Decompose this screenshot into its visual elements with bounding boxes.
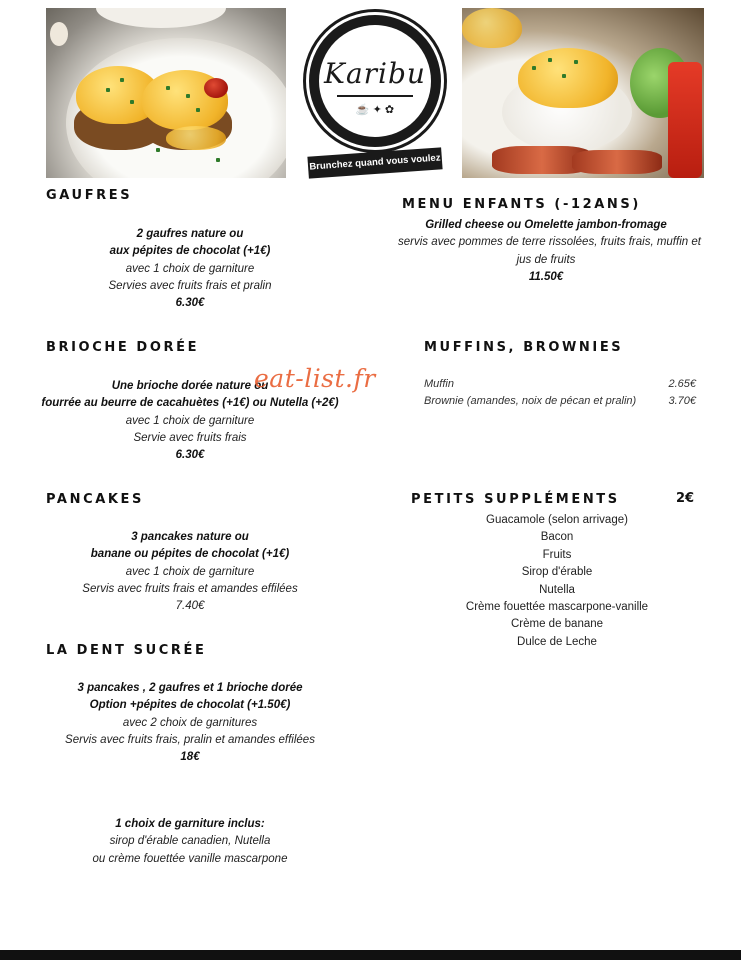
pancakes-line-2: banane ou pépites de chocolat (+1€) (90, 548, 290, 561)
tagline-banner: Brunchez quand vous voulez ! (307, 147, 442, 178)
menu-enfants-line-3: jus de fruits (516, 253, 576, 266)
item-price: 2.65€ (668, 378, 696, 390)
gaufres-line-1: 2 gaufres nature ou (136, 228, 244, 240)
watermark: eat-list.fr (254, 364, 376, 393)
bottom-edge-bar (0, 950, 741, 960)
pancakes-price: 7.40€ (175, 600, 205, 613)
gaufres-price: 6.30€ (175, 297, 205, 310)
pancakes-line-3: avec 1 choix de garniture (125, 565, 255, 578)
pancakes-line-4: Servis avec fruits frais et amandes effilées (82, 582, 298, 595)
garniture-line-1: 1 choix de garniture inclus: (115, 818, 265, 830)
brioche-line-2: fourrée au beurre de cacahuètes (+1€) ou Nutella (+2€) (41, 397, 339, 410)
gaufres-line-3: avec 1 choix de garniture (125, 262, 255, 275)
section-title-menu-enfants: MENU ENFANTS (-12ANS) (402, 197, 641, 212)
logo-badge (306, 12, 444, 150)
section-title-gaufres: GAUFRES (46, 188, 133, 203)
pancakes-line-1: 3 pancakes nature ou (131, 531, 249, 543)
brioche-line-3: avec 1 choix de garniture (125, 414, 255, 427)
gaufres-line-2: aux pépites de chocolat (+1€) (109, 245, 271, 258)
list-item: Crème fouettée mascarpone-vanille (465, 601, 649, 614)
list-item: Fruits (542, 548, 572, 561)
dent-sucree-line-1: 3 pancakes , 2 gaufres et 1 brioche dorée (77, 682, 303, 694)
list-item: Nutella (539, 583, 575, 596)
garniture-note (60, 816, 320, 868)
dent-sucree-line-4: Servis avec fruits frais, pralin et amandes effilées (65, 733, 315, 746)
section-title-dent-sucree: LA DENT SUCRÉE (46, 643, 207, 658)
karibu-logo (296, 8, 454, 191)
muffins-list (424, 376, 696, 411)
section-title-pancakes: PANCAKES (46, 492, 144, 507)
garniture-line-2: sirop d'érable canadien, Nutella (109, 835, 271, 848)
list-item: Sirop d'érable (521, 566, 593, 579)
section-title-muffins: MUFFINS, BROWNIES (424, 340, 624, 355)
brioche-line-1: Une brioche dorée nature ou (111, 380, 269, 392)
dent-sucree-line-3: avec 2 choix de garnitures (122, 716, 258, 729)
header-photo-poached-egg (462, 8, 704, 178)
pancakes-description (60, 529, 320, 615)
header-photo-eggs-benedict (46, 8, 286, 178)
logo-icons: ☕ ✦ ✿ (355, 104, 395, 116)
dent-sucree-line-2: Option +pépites de chocolat (+1.50€) (89, 699, 291, 712)
item-price: 3.70€ (668, 395, 696, 408)
supplements-price: 2€ (676, 491, 695, 506)
list-item: Crème de banane (510, 618, 604, 631)
menu-enfants-description (398, 217, 701, 286)
garniture-line-3: ou crème fouettée vanille mascarpone (92, 852, 288, 865)
section-title-supplements: PETITS SUPPLÉMENTS (411, 492, 620, 507)
menu-enfants-line-1: Grilled cheese ou Omelette jambon-fromage (425, 219, 667, 231)
logo-text: Karibu (324, 57, 426, 90)
brioche-price: 6.30€ (175, 449, 205, 462)
list-item: Guacamole (selon arrivage) (486, 514, 628, 526)
gaufres-line-4: Servies avec fruits frais et pralin (108, 279, 272, 292)
list-item (424, 393, 696, 410)
section-title-brioche: BRIOCHE DORÉE (46, 340, 200, 355)
menu-enfants-price: 11.50€ (528, 270, 564, 283)
dent-sucree-description (50, 680, 330, 766)
gaufres-description (80, 226, 300, 312)
brioche-line-4: Servie avec fruits frais (133, 431, 247, 444)
list-item (424, 376, 696, 393)
dent-sucree-price: 18€ (180, 751, 200, 764)
list-item: Dulce de Leche (517, 635, 597, 648)
item-name: Muffin (424, 378, 454, 390)
list-item: Bacon (540, 531, 574, 544)
item-name: Brownie (amandes, noix de pécan et pralin) (424, 395, 637, 408)
menu-enfants-line-2: servis avec pommes de terre rissolées, fruits frais, muffin et (398, 236, 701, 249)
supplements-list (430, 512, 684, 651)
